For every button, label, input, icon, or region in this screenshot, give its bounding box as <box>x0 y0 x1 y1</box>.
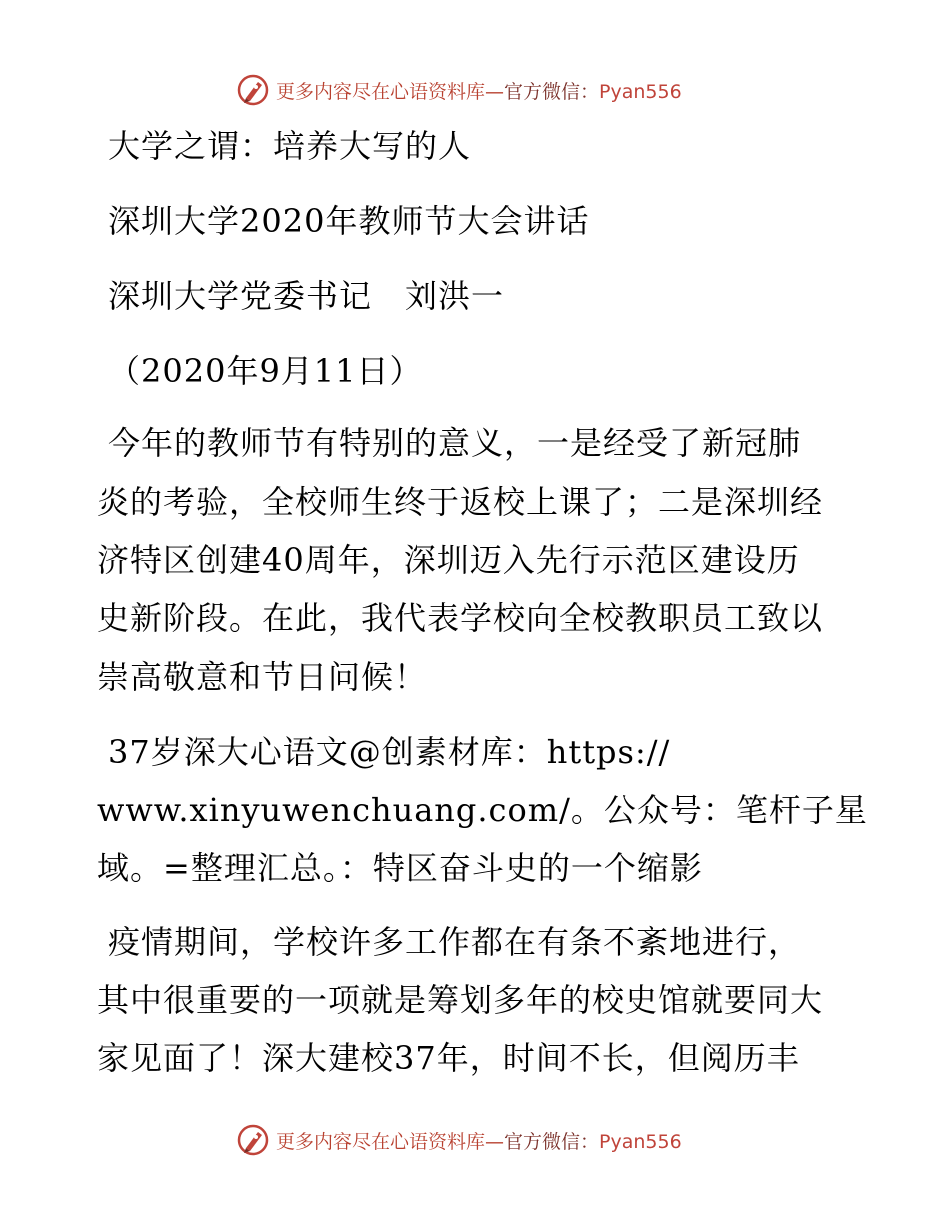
footer-watermark-banner <box>0 1120 950 1160</box>
footer-watermark-content <box>236 1120 682 1160</box>
footer-watermark-text <box>276 1127 682 1154</box>
header-watermark-main: 更多内容尽在心语资料库 <box>276 80 486 103</box>
pen-logo-icon <box>236 73 270 107</box>
header-watermark-text <box>276 77 682 104</box>
footer-watermark-id: Pyan556 <box>599 1130 682 1153</box>
paragraph-2-line: 37岁深大心语文@创素材库：https:// <box>108 733 671 771</box>
paragraph-2-line: 域。=整理汇总。：特区奋斗史的一个缩影 <box>97 849 703 887</box>
document-title: 大学之谓：培养大写的人 <box>108 127 472 165</box>
paragraph-1-line: 今年的教师节有特别的意义，一是经受了新冠肺 <box>108 424 802 462</box>
document-date: （2020年9月11日） <box>108 352 423 390</box>
paragraph-3-line: 家见面了！深大建校37年，时间不长，但阅历丰 <box>97 1039 800 1077</box>
document-subtitle: 深圳大学2020年教师节大会讲话 <box>108 202 590 240</box>
paragraph-1-line: 炎的考验，全校师生终于返校上课了；二是深圳经 <box>97 483 824 521</box>
header-watermark-label: 官方微信： <box>504 80 600 103</box>
paragraph-2-line: www.xinyuwenchuang.com/。公众号：笔杆子星 <box>97 791 868 829</box>
footer-watermark-label: 官方微信： <box>504 1130 600 1153</box>
header-watermark-content <box>236 70 682 110</box>
header-watermark-banner <box>0 70 950 110</box>
header-watermark-id: Pyan556 <box>599 80 682 103</box>
header-watermark-dash: — <box>485 80 505 103</box>
pen-logo-icon <box>236 1123 270 1157</box>
document-author: 深圳大学党委书记 刘洪一 <box>108 277 505 315</box>
paragraph-1-line: 史新阶段。在此，我代表学校向全校教职员工致以 <box>97 599 824 637</box>
paragraph-1-line: 济特区创建40周年，深圳迈入先行示范区建设历 <box>97 541 800 579</box>
paragraph-3-line: 其中很重要的一项就是筹划多年的校史馆就要同大 <box>97 981 824 1019</box>
footer-watermark-dash: — <box>485 1130 505 1153</box>
paragraph-3-line: 疫情期间，学校许多工作都在有条不紊地进行， <box>108 923 802 961</box>
paragraph-1-line: 崇高敬意和节日问候！ <box>97 658 428 696</box>
footer-watermark-main: 更多内容尽在心语资料库 <box>276 1130 486 1153</box>
